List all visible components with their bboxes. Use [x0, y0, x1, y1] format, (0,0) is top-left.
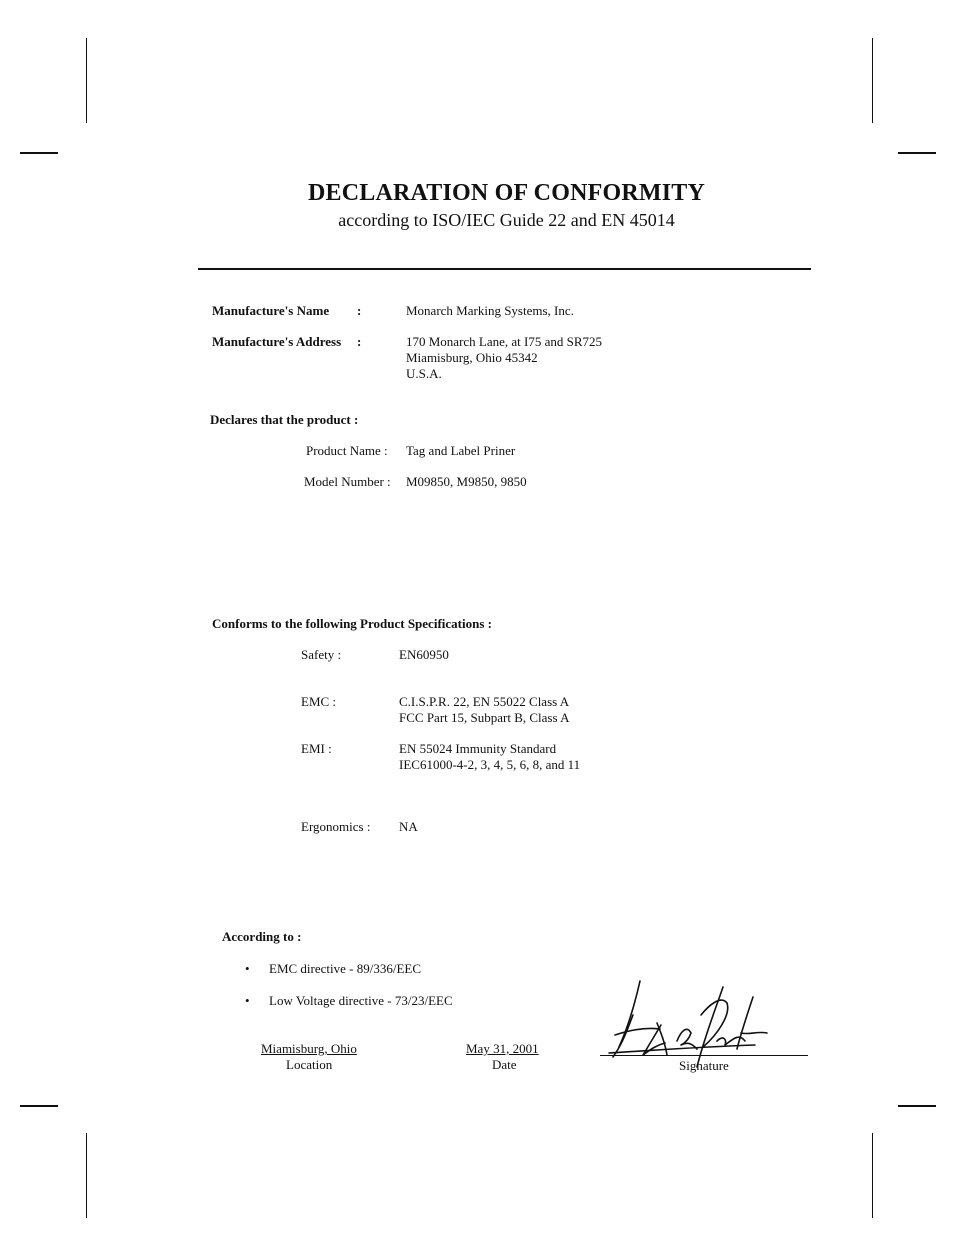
- spec-label-emc: EMC :: [301, 694, 337, 709]
- spec-label-emi: EMI :: [301, 741, 332, 756]
- model-number-label: Model Number :: [304, 474, 391, 489]
- crop-mark-top-right-vertical: [872, 38, 873, 123]
- manufacturer-address-colon: :: [357, 334, 362, 349]
- spec-value-line: EN60950: [399, 647, 449, 662]
- bullet-icon: •: [245, 993, 250, 1008]
- specs-heading: Conforms to the following Product Specifications :: [212, 616, 492, 631]
- address-line-1: 170 Monarch Lane, at I75 and SR725: [406, 334, 603, 349]
- crop-mark-top-left-vertical: [86, 38, 87, 123]
- spec-value-ergonomics: [399, 819, 418, 835]
- spec-value-emc: [399, 694, 569, 726]
- location-value: Miamisburg, Ohio: [261, 1041, 357, 1056]
- manufacturer-name-value: Monarch Marking Systems, Inc.: [406, 303, 574, 318]
- manufacturer-name-label: Manufacture's Name: [212, 303, 330, 318]
- date-label: Date: [492, 1057, 517, 1072]
- document-subtitle: according to ISO/IEC Guide 22 and EN 45014: [338, 210, 675, 230]
- spec-value-line: NA: [399, 819, 418, 834]
- title-divider: [198, 268, 811, 270]
- manufacturer-address-value: [406, 334, 602, 382]
- spec-label-safety: Safety :: [301, 647, 342, 662]
- address-line-2: Miamisburg, Ohio 45342: [406, 350, 538, 365]
- spec-value-line: EN 55024 Immunity Standard: [399, 741, 557, 756]
- crop-mark-bottom-left-horizontal: [20, 1105, 58, 1107]
- spec-value-emi: [399, 741, 580, 773]
- crop-mark-top-right-horizontal: [898, 152, 936, 154]
- directive-item-low-voltage: Low Voltage directive - 73/23/EEC: [269, 993, 453, 1008]
- handwritten-signature: [605, 975, 770, 1070]
- bullet-icon: •: [245, 961, 250, 976]
- address-line-3: U.S.A.: [406, 366, 442, 381]
- spec-value-safety: [399, 647, 449, 663]
- manufacturer-address-label: Manufacture's Address: [212, 334, 342, 349]
- spec-value-line: IEC61000-4-2, 3, 4, 5, 6, 8, and 11: [399, 757, 581, 772]
- product-name-label: Product Name :: [306, 443, 388, 458]
- location-label: Location: [286, 1057, 333, 1072]
- product-name-value: Tag and Label Priner: [406, 443, 516, 458]
- directive-item-emc: EMC directive - 89/336/EEC: [269, 961, 422, 976]
- spec-label-ergonomics: Ergonomics :: [301, 819, 371, 834]
- crop-mark-top-left-horizontal: [20, 152, 58, 154]
- model-number-value: M09850, M9850, 9850: [406, 474, 527, 489]
- signature-label: Signature: [679, 1058, 729, 1073]
- crop-mark-bottom-right-horizontal: [898, 1105, 936, 1107]
- spec-value-line: FCC Part 15, Subpart B, Class A: [399, 710, 570, 725]
- crop-mark-bottom-left-vertical: [86, 1133, 87, 1218]
- date-value: May 31, 2001: [466, 1041, 539, 1056]
- crop-mark-bottom-right-vertical: [872, 1133, 873, 1218]
- document-title: DECLARATION OF CONFORMITY: [307, 180, 705, 206]
- manufacturer-name-colon: :: [357, 303, 362, 318]
- spec-value-line: C.I.S.P.R. 22, EN 55022 Class A: [399, 694, 570, 709]
- according-heading: According to :: [222, 929, 302, 944]
- product-heading: Declares that the product :: [210, 412, 359, 427]
